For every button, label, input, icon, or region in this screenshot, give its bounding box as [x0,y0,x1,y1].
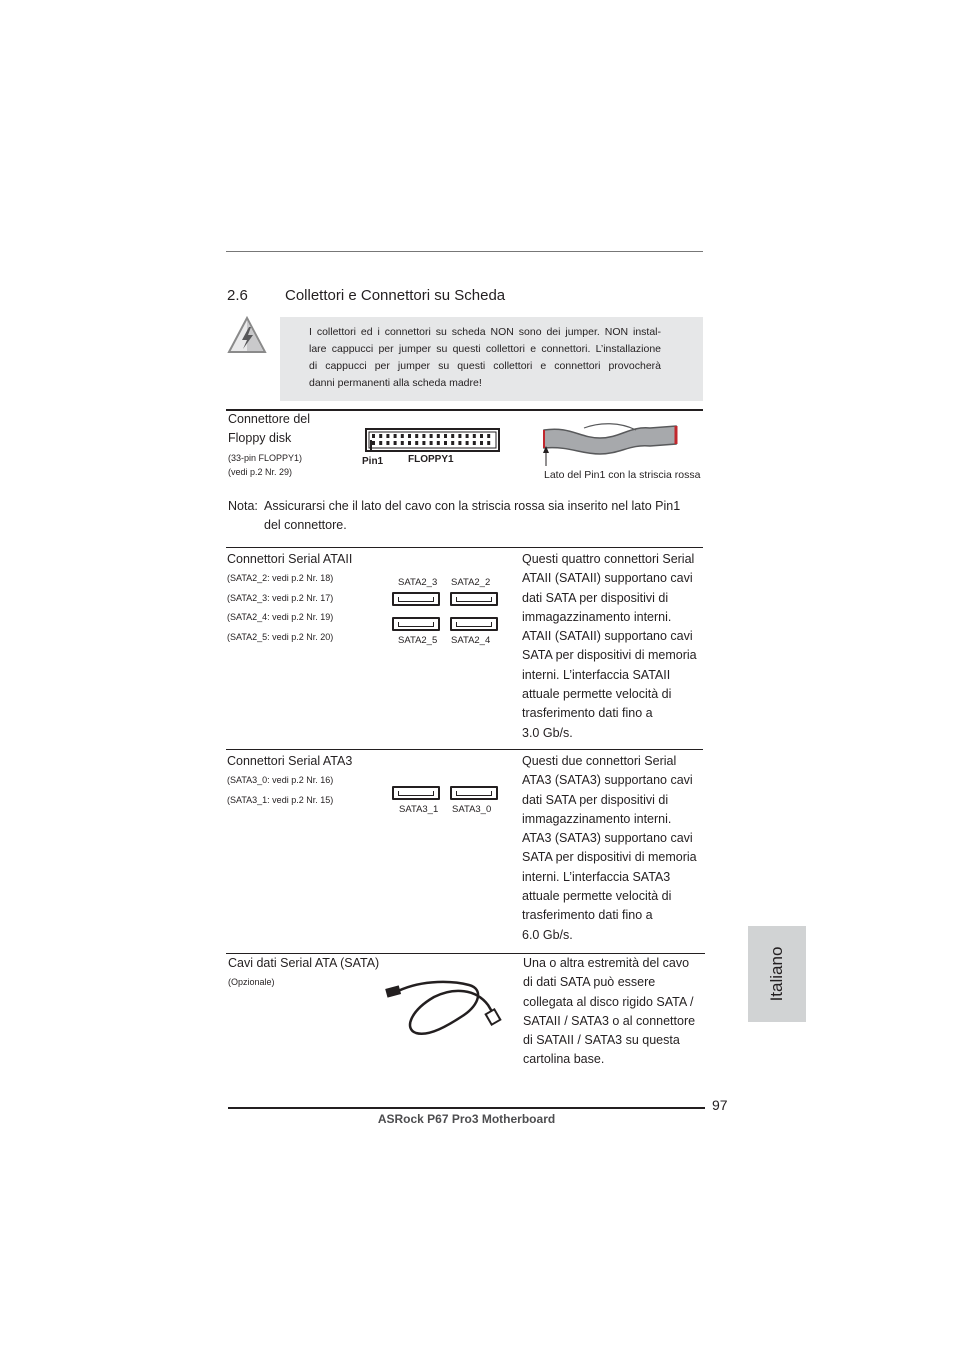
warning-line: lare cappucci per jumper su questi collettori e connettori. L’installazione [309,343,661,355]
sata3-1-label: SATA3_1 [399,804,439,815]
sata3-desc-line: Questi due connettori Serial [522,754,677,768]
floppy-pin [401,434,404,438]
sata2-title: Connettori Serial ATAII [227,552,353,566]
floppy-pin [394,434,397,438]
sata2-refs [227,569,333,647]
sata2-ref: (SATA2_2: vedi p.2 Nr. 18) [227,573,334,583]
sata3-desc-line: immagazzinamento interni. [522,811,672,826]
floppy-pin [437,441,440,445]
sata3-desc-line: attuale permette velocità di [522,889,672,904]
floppy-pin [444,434,447,438]
sata2-4-connector [450,617,498,631]
floppy-pin [430,441,433,445]
warning-line: danni permanenti alla scheda madre! [309,377,482,389]
note-line1: Assicurarsi che il lato del cavo con la striscia rossa sia inserito nel lato Pin1 [264,499,681,513]
section-divider [226,547,703,548]
ribbon-cable-illustration [540,420,680,468]
floppy-pin [473,434,476,438]
sata-cable-illustration [384,975,504,1039]
floppy-pin [451,441,454,445]
floppy-pin [487,434,490,438]
floppy-pin [458,434,461,438]
floppy-pin [480,434,483,438]
floppy-pin [394,441,397,445]
sata3-title: Connettori Serial ATA3 [227,754,353,768]
sata3-refs [227,771,333,810]
sata2-desc-line: immagazzinamento interni. [522,609,672,624]
sata2-desc-line: interni. L’interfaccia SATAII [522,667,671,682]
note-line2: del connettore. [264,518,347,532]
sata3-desc-line: ATA3 (SATA3) supportano cavi [522,831,693,846]
sata3-desc-line: ATA3 (SATA3) supportano cavi [522,773,693,788]
sata2-3-connector [392,592,440,606]
cable-description [523,954,705,1070]
language-tab-label: Italiano [767,946,786,1002]
warning-line: di cappucci per jumper su questi collettori e connettori provocherà [309,360,661,372]
sata3-ref: (SATA3_0: vedi p.2 Nr. 16) [227,775,334,785]
sata2-desc-line: dati SATA per dispositivi di [522,590,669,605]
floppy-pin [451,434,454,438]
note-prefix: Nota: [228,499,258,513]
cable-desc-line: Una o altra estremità del cavo [523,956,690,970]
sata3-0-connector [450,786,498,800]
sata2-desc-line: Questi quattro connettori Serial [522,552,695,566]
floppy-pin [458,441,461,445]
floppy-pin [401,441,404,445]
cable-desc-line: di dati SATA può essere [523,975,656,990]
cable-title: Cavi dati Serial ATA (SATA) [228,956,380,970]
sata2-desc-line: attuale permette velocità di [522,687,672,702]
cable-ref: (Opzionale) [228,977,275,987]
sata3-description [522,752,704,945]
floppy-title-line2: Floppy disk [228,431,292,446]
cable-desc-line: di SATAII / SATA3 su questa [523,1033,680,1048]
warning-text [309,324,661,392]
floppy-pin [408,434,411,438]
sata2-desc-line: 3.0 Gb/s. [522,725,573,740]
floppy-pin [408,441,411,445]
sata2-description [522,550,704,743]
section-title: Collettori e Connettori su Scheda [285,287,506,304]
sata2-3-label: SATA2_3 [398,577,438,588]
floppy-pin [422,434,425,438]
page-number: 97 [712,1097,728,1113]
sata3-desc-line: 6.0 Gb/s. [522,927,573,942]
cable-caption: Lato del Pin1 con la striscia rossa [544,469,701,481]
floppy-header-diagram [365,428,500,452]
floppy-pin [386,434,389,438]
language-side-tab [748,926,806,1022]
floppy-pin [372,434,375,438]
floppy-pin [422,441,425,445]
sata2-desc-line: trasferimento dati fino a [522,706,653,721]
floppy-pin [430,434,433,438]
floppy-title-line1: Connettore del [228,412,311,426]
cable-desc-line: SATAII / SATA3 o al connettore [523,1013,696,1028]
sata2-ref: (SATA2_5: vedi p.2 Nr. 20) [227,631,334,642]
floppy-pin [386,441,389,445]
sata3-desc-line: interni. L’interfaccia SATA3 [522,869,671,884]
sata3-0-label: SATA3_0 [452,804,492,815]
cable-desc-line: collegata al disco rigido SATA / [523,994,694,1009]
sata2-ref: (SATA2_3: vedi p.2 Nr. 17) [227,592,334,603]
sata3-desc-line: dati SATA per dispositivi di [522,792,669,807]
top-rule [226,251,703,252]
floppy-pin [415,434,418,438]
sata2-desc-line: ATAII (SATAII) supportano cavi [522,571,693,586]
sata2-2-connector [450,592,498,606]
floppy-pin [466,441,469,445]
footer-product: ASRock P67 Pro3 Motherboard [377,1112,556,1126]
sata3-ref: (SATA3_1: vedi p.2 Nr. 15) [227,794,334,805]
sata2-5-connector [392,617,440,631]
floppy-pin [415,441,418,445]
sata2-desc-line: SATA per dispositivi di memoria [522,648,697,663]
floppy-pin [379,434,382,438]
floppy-pin [487,441,490,445]
floppy-ref2: (vedi p.2 Nr. 29) [228,467,293,477]
warning-triangle-icon [227,316,267,354]
floppy-pin [444,441,447,445]
sata2-2-label: SATA2_2 [451,577,491,588]
floppy-pin [480,441,483,445]
floppy-pin [473,441,476,445]
floppy-ref [228,451,302,479]
section-number: 2.6 [227,287,248,304]
floppy-pin [372,441,375,445]
floppy-ref1: (33-pin FLOPPY1) [228,453,303,463]
floppy-pin [466,434,469,438]
sata3-desc-line: SATA per dispositivi di memoria [522,850,697,865]
floppy-pin [437,434,440,438]
warning-line: I collettori ed i connettori su scheda NON sono dei jumper. NON instal- [309,326,661,338]
floppy-pin1-label: Pin1 [362,456,384,467]
sata2-5-label: SATA2_5 [398,635,438,646]
floppy-title [228,410,310,449]
sata3-1-connector [392,786,440,800]
floppy-pin [379,441,382,445]
footer-rule [228,1107,705,1109]
cable-desc-line: cartolina base. [523,1052,605,1067]
sata2-ref: (SATA2_4: vedi p.2 Nr. 19) [227,612,334,622]
sata2-desc-line: ATAII (SATAII) supportano cavi [522,629,693,644]
section-heading [227,287,248,304]
sata2-4-label: SATA2_4 [451,635,491,646]
floppy-header-label: FLOPPY1 [408,454,454,465]
sata3-desc-line: trasferimento dati fino a [522,908,653,923]
section-divider [226,749,703,750]
